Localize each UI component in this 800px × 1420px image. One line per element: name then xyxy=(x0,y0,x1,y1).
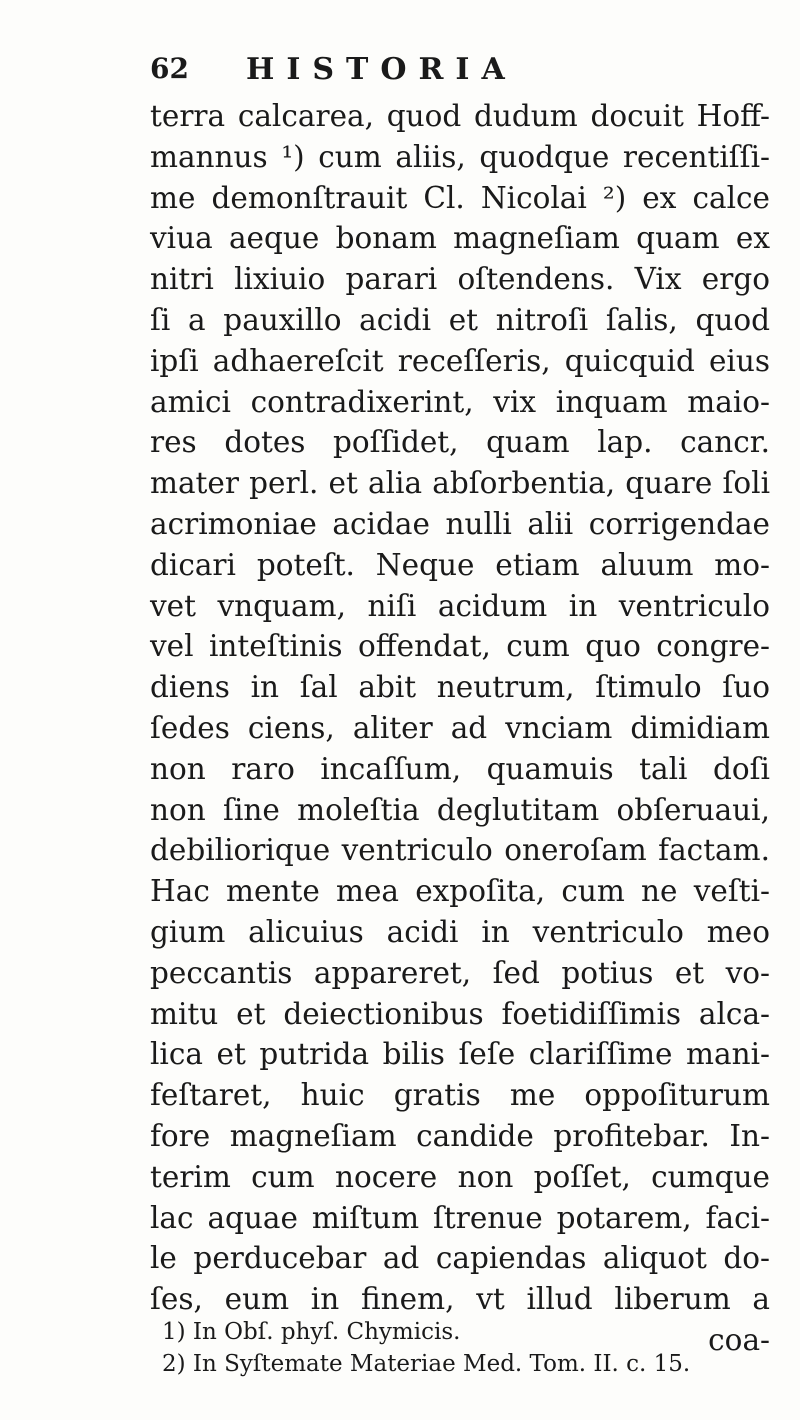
footnotes xyxy=(162,1316,772,1380)
text-line: mater perl. et alia abſorbentia, quare ſoli xyxy=(150,466,770,501)
text-line: peccantis appareret, ſed potius et vo- xyxy=(150,955,770,990)
footnote: 2) In Syſtemate Materiae Med. Tom. II. c. 15. xyxy=(162,1351,691,1377)
text-line: ipſi adhaereſcit receſſeris, quicquid eius xyxy=(150,343,770,378)
text-line: ſi a pauxillo acidi et nitroſi ſalis, quod xyxy=(150,302,770,337)
page-number: 62 xyxy=(150,52,189,85)
text-line: gium alicuius acidi in ventriculo meo xyxy=(150,914,770,949)
text-line: vel inteſtinis offendat, cum quo congre- xyxy=(150,629,770,664)
running-head: HISTORIA xyxy=(246,52,517,87)
text-line: mitu et deiectionibus foetidiſſimis alca- xyxy=(150,996,770,1031)
text-line: amici contradixerint, vix inquam maio- xyxy=(150,384,770,419)
text-line: viua aeque bonam magneſiam quam ex xyxy=(150,221,770,256)
text-line: feſtaret, huic gratis me oppoſiturum xyxy=(150,1078,770,1113)
text-line: diens in ſal abit neutrum, ſtimulo ſuo xyxy=(150,670,770,705)
text-line: res dotes poſſidet, quam lap. cancr. xyxy=(150,425,770,460)
text-line: terim cum nocere non poſſet, cumque xyxy=(150,1159,770,1194)
text-line: non ſine moleſtia deglutitam obſeruaui, xyxy=(150,792,770,827)
page-header xyxy=(150,52,710,92)
text-line: ſes, eum in finem, vt illud liberum a xyxy=(150,1282,770,1317)
text-line: ſedes ciens, aliter ad vnciam dimidiam xyxy=(150,710,770,745)
catchword: coa- xyxy=(708,1322,770,1357)
text-line: vet vnquam, niſi acidum in ventriculo xyxy=(150,588,770,623)
body-text xyxy=(150,96,770,1361)
text-line: lica et putrida bilis ſeſe clariſſime mani- xyxy=(150,1037,770,1072)
text-line: debiliorique ventriculo oneroſam factam. xyxy=(150,833,770,868)
text-line: terra calcarea, quod dudum docuit Hoff- xyxy=(150,99,770,133)
text-line: fore magneſiam candide profitebar. In- xyxy=(150,1118,770,1153)
text-line: le perducebar ad capiendas aliquot do- xyxy=(150,1241,770,1276)
text-line: Hac mente mea expoſita, cum ne veſti- xyxy=(150,874,770,909)
text-line: me demonſtrauit Cl. Nicolai ²) ex calce xyxy=(150,180,770,215)
text-line: non raro incaſſum, quamuis tali doſi xyxy=(150,751,770,786)
text-line: acrimoniae acidae nulli alii corrigendae xyxy=(150,506,770,541)
footnote: 1) In Obſ. phyſ. Chymicis. xyxy=(162,1319,461,1345)
text-line: nitri lixiuio parari oſtendens. Vix ergo xyxy=(150,262,770,297)
text-line: lac aquae miſtum ſtrenue potarem, faci- xyxy=(150,1200,770,1235)
text-line: mannus ¹) cum aliis, quodque recentiſſi- xyxy=(150,139,770,174)
text-line: dicari poteſt. Neque etiam aluum mo- xyxy=(150,547,770,582)
